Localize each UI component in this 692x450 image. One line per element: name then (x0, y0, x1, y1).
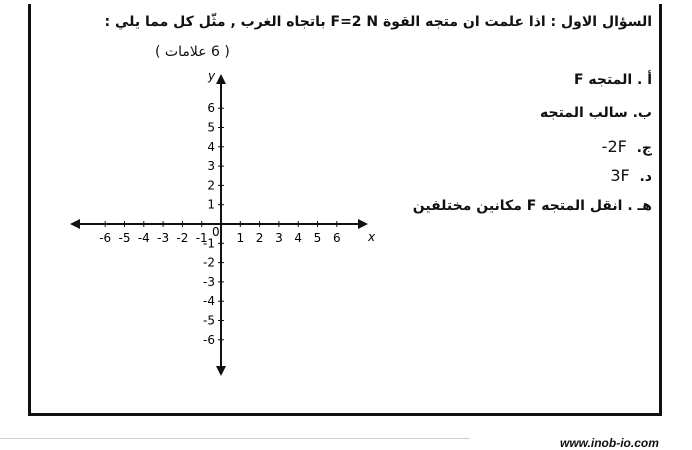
item-a-label: أ . المتجه F (573, 72, 652, 88)
y-tick-label: 3 (207, 159, 215, 174)
x-tick-label: 1 (236, 231, 245, 245)
x-tick-label: -4 (137, 231, 150, 245)
marks-label: ( 6 علامات ) (155, 44, 230, 60)
y-axis-arrow-down (216, 366, 226, 376)
y-axis-label: y (208, 69, 216, 83)
y-tick-label: -4 (203, 294, 215, 309)
x-axis-arrow-right (358, 219, 368, 229)
x-tick-label: 4 (294, 231, 303, 245)
x-tick-label: 2 (255, 231, 264, 245)
origin-label: 0 (212, 225, 220, 239)
y-tick-label: 4 (207, 139, 215, 154)
y-tick-label: -6 (203, 332, 215, 347)
footer-url: www.inob-io.com (560, 436, 659, 450)
y-tick-label: -1 (203, 236, 215, 251)
y-tick-label: 2 (207, 178, 215, 193)
x-tick-label: -3 (157, 231, 170, 245)
item-d-math: 3F (610, 166, 630, 185)
y-tick-label: -5 (203, 313, 215, 328)
x-tick-label: 3 (275, 231, 283, 245)
y-tick-label: -3 (203, 274, 215, 289)
item-b-label: ب. سالب المتجه (540, 105, 652, 121)
y-tick-label: 6 (207, 101, 215, 116)
x-tick-label: -5 (118, 231, 131, 245)
y-tick-label: 1 (207, 197, 215, 212)
x-axis-label: x (368, 230, 376, 244)
x-axis-arrow-left (70, 219, 80, 229)
x-tick-label: 5 (313, 231, 322, 245)
item-e-label: هـ . انقل المتجه F مكانين مختلفين (412, 198, 652, 214)
y-tick-label: -2 (203, 255, 215, 270)
x-tick-label: -2 (176, 231, 189, 245)
question-text: السؤال الاول : اذا علمت ان متجه القوة F=2 N باتجاه الغرب , مثّل كل مما يلي : (104, 14, 652, 30)
footer-divider (0, 438, 470, 439)
item-d-label: د. (639, 169, 652, 185)
x-tick-label: 6 (332, 231, 341, 245)
y-tick-label: 5 (207, 120, 215, 135)
item-c-math: -2F (601, 137, 627, 156)
x-tick-label: -1 (195, 231, 208, 245)
y-axis-arrow-up (216, 74, 226, 84)
item-c-label: ج. (636, 140, 652, 156)
x-tick-label: -6 (99, 231, 112, 245)
